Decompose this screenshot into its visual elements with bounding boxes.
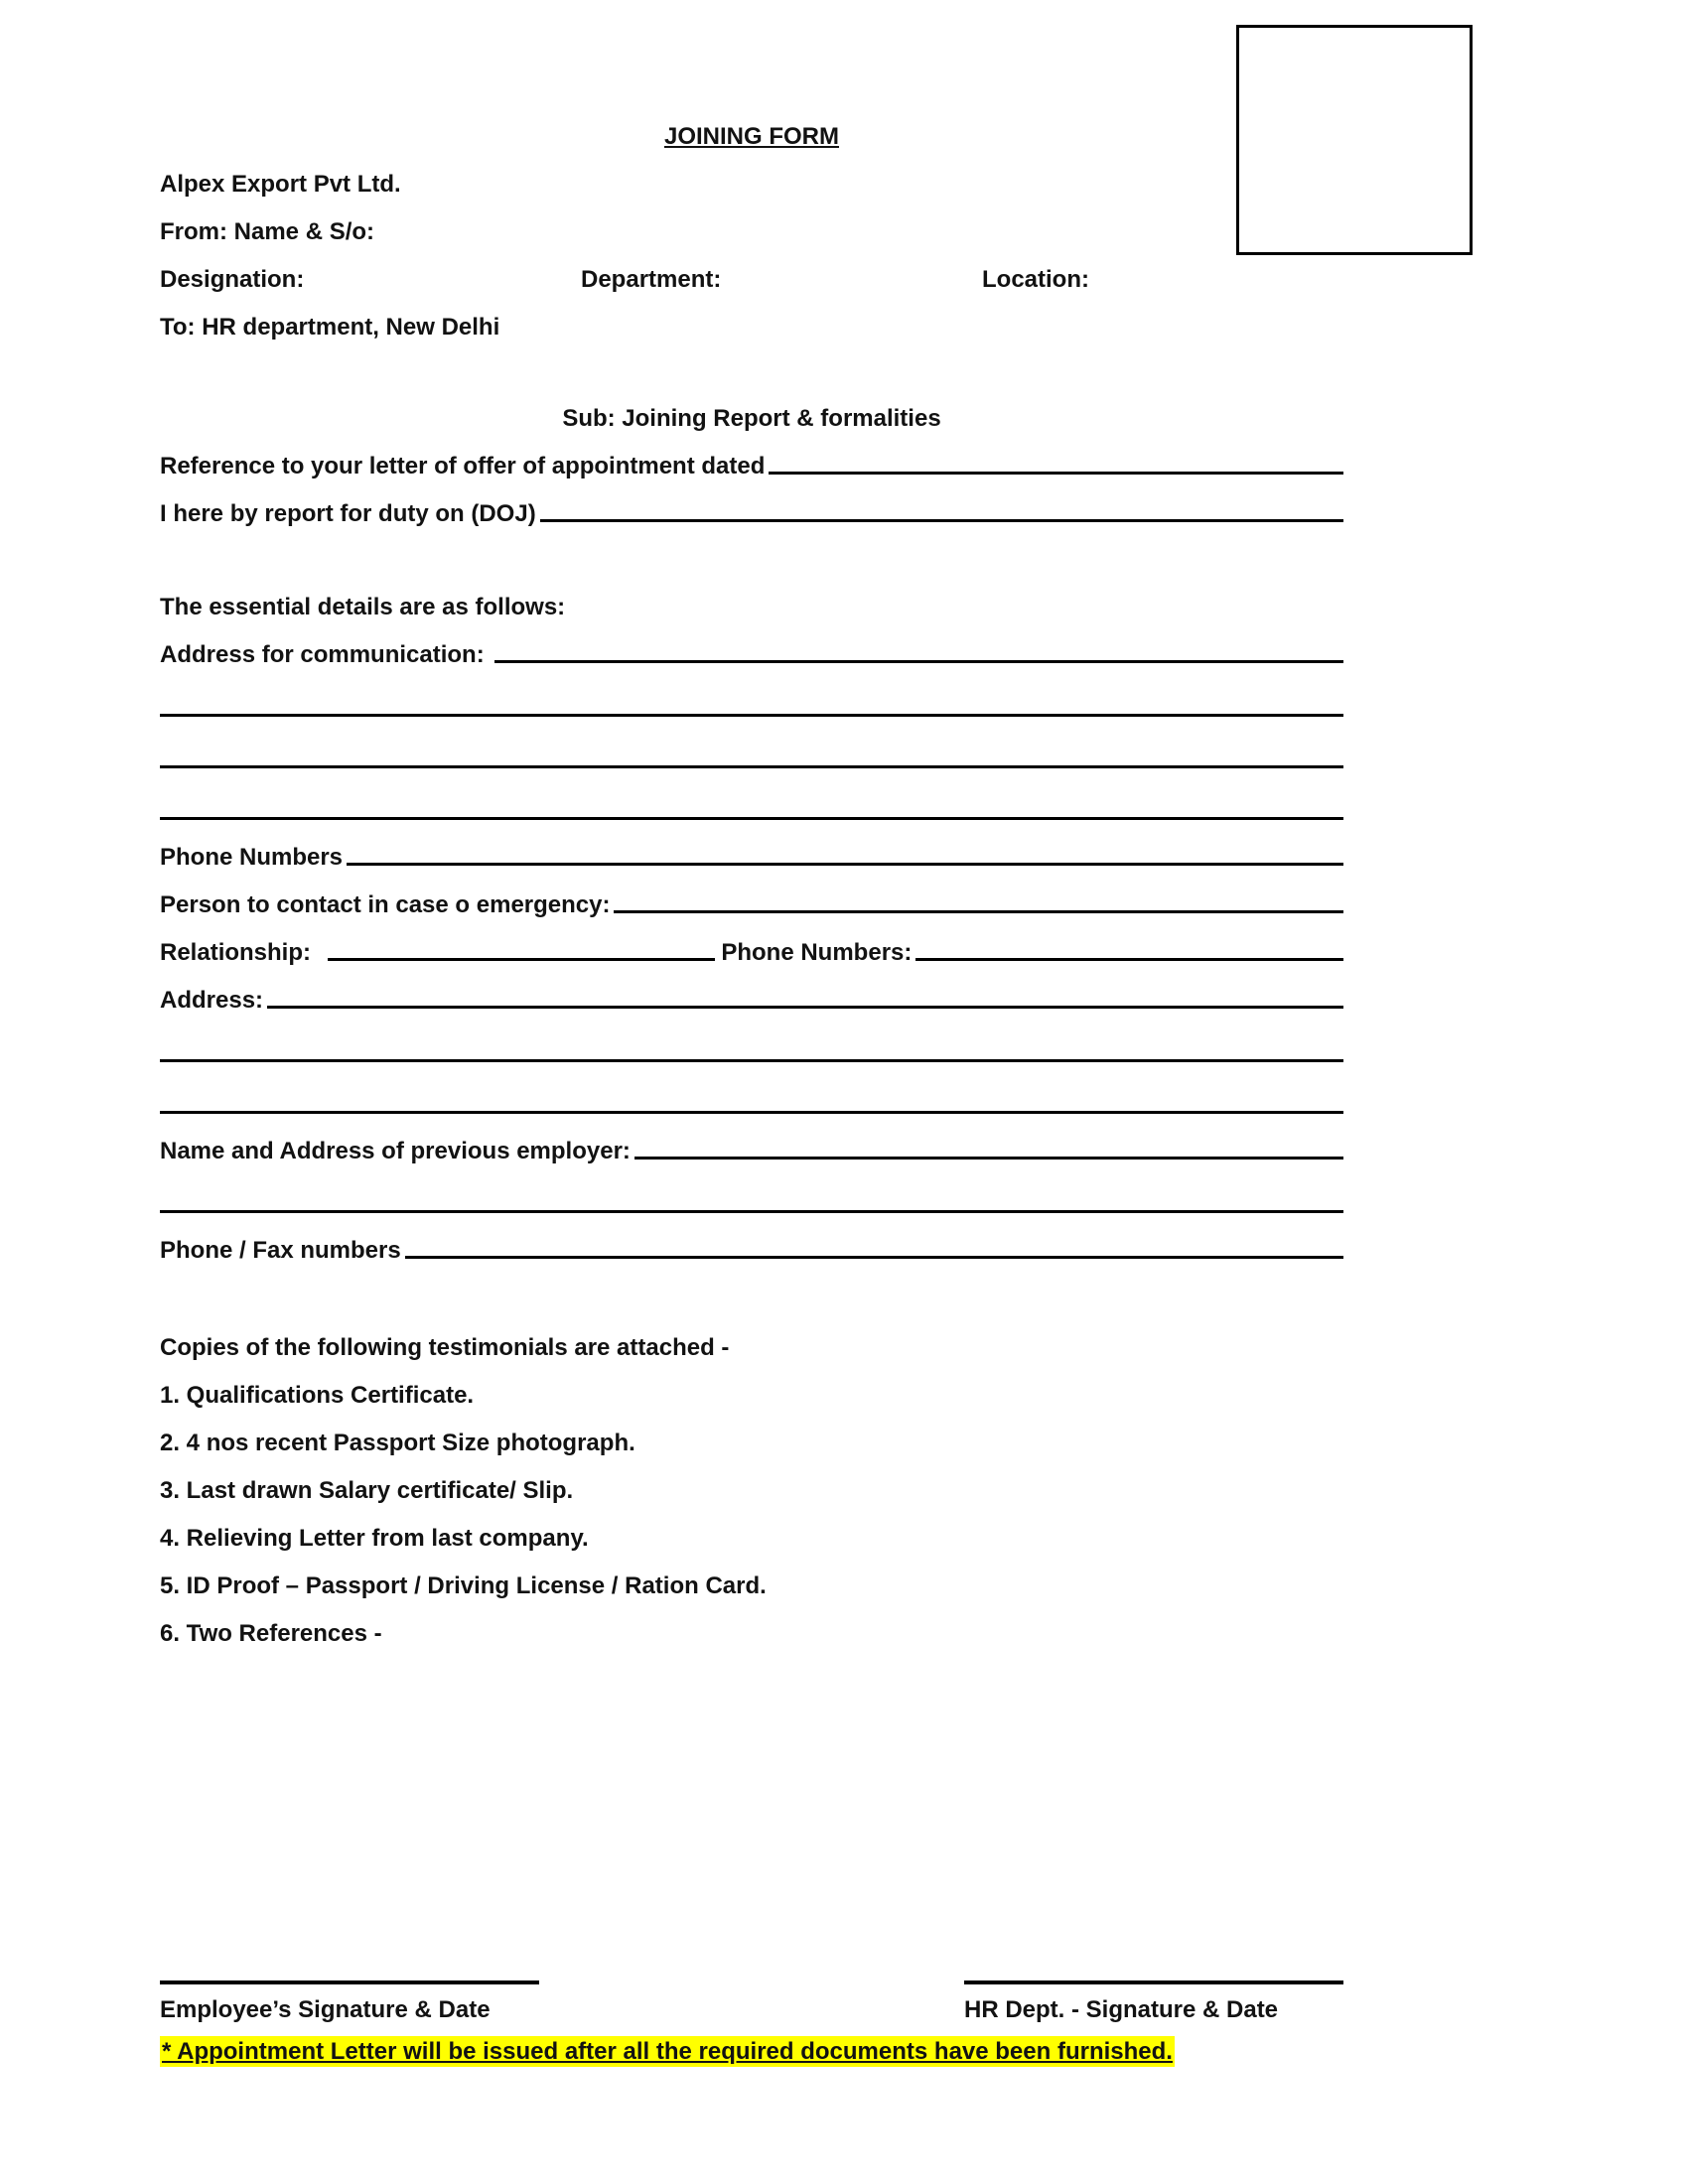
testimonial-item-text: 3. Last drawn Salary certificate/ Slip.: [160, 1477, 574, 1504]
designation-row: [160, 246, 1343, 294]
testimonial-item: [160, 1600, 1343, 1648]
testimonial-item-text: 2. 4 nos recent Passport Size photograph.: [160, 1430, 635, 1456]
hr-signature-line: [964, 1980, 1343, 1984]
hr-signature-block: [964, 1980, 1343, 2024]
to-label: To: HR department, New Delhi: [160, 314, 500, 341]
spacer: [160, 341, 1343, 385]
spacer: [160, 528, 1343, 574]
testimonial-item-text: 6. Two References -: [160, 1620, 382, 1647]
subject-line: [160, 385, 1343, 433]
doj-line: [160, 480, 1343, 528]
company-name: Alpex Export Pvt Ltd.: [160, 171, 401, 198]
reference-line: [160, 433, 1343, 480]
blank-line: [160, 772, 1343, 824]
testimonial-item-text: 5. ID Proof – Passport / Driving License / Ration Card.: [160, 1572, 767, 1599]
phone-numbers-label: Phone Numbers: [160, 844, 344, 871]
company-name-line: [160, 151, 1343, 199]
footer-note: * Appointment Letter will be issued after all the required documents have been furnished.: [162, 2038, 1173, 2065]
address-blank-field: [267, 1006, 1343, 1009]
emergency-contact-blank-field: [614, 910, 1343, 913]
essential-heading: The essential details are as follows:: [160, 594, 566, 620]
doj-blank-field: [540, 519, 1343, 522]
page-title-row: [160, 107, 1343, 151]
subject-text: Sub: Joining Report & formalities: [562, 405, 941, 432]
testimonials-heading-line: [160, 1314, 1343, 1362]
employee-signature-line: [160, 1980, 539, 1984]
blank-line: [160, 1066, 1343, 1118]
testimonial-item: [160, 1410, 1343, 1457]
testimonial-item: [160, 1553, 1343, 1600]
phone-fax-line: [160, 1217, 1343, 1265]
phone-fax-label: Phone / Fax numbers: [160, 1237, 401, 1264]
department-label: Department:: [581, 266, 722, 293]
designation-label: Designation:: [160, 266, 305, 293]
relationship-label: Relationship:: [160, 939, 325, 966]
relationship-blank-field: [328, 958, 715, 961]
address-label: Address:: [160, 987, 264, 1014]
hr-signature-label: HR Dept. - Signature & Date: [964, 1996, 1279, 2023]
doj-label: I here by report for duty on (DOJ): [160, 500, 536, 527]
relationship-phone-label: Phone Numbers:: [721, 939, 913, 966]
page-title: JOINING FORM: [663, 123, 839, 150]
blank-line: [160, 1165, 1343, 1217]
testimonial-item-text: 1. Qualifications Certificate.: [160, 1382, 475, 1409]
relationship-line: [160, 919, 1343, 967]
emergency-contact-label: Person to contact in case o emergency:: [160, 891, 611, 918]
phone-fax-blank-field: [405, 1256, 1343, 1259]
testimonial-item: [160, 1457, 1343, 1505]
reference-label: Reference to your letter of offer of appointment dated: [160, 453, 766, 479]
signature-section: [160, 1980, 1343, 2066]
testimonial-item: [160, 1505, 1343, 1553]
essential-heading-line: [160, 574, 1343, 621]
location-label: Location:: [982, 266, 1089, 293]
footer-note-row: [160, 2038, 1343, 2066]
prev-employer-label: Name and Address of previous employer:: [160, 1138, 631, 1164]
prev-employer-blank-field: [634, 1157, 1343, 1160]
address-comm-blank-field: [494, 660, 1343, 663]
employee-signature-block: [160, 1980, 539, 2024]
spacer: [160, 1265, 1343, 1314]
prev-employer-line: [160, 1118, 1343, 1165]
from-line: [160, 199, 1343, 246]
address-comm-label: Address for communication:: [160, 641, 492, 668]
form-body: [160, 107, 1343, 1648]
testimonials-heading: Copies of the following testimonials are attached -: [160, 1334, 730, 1361]
testimonial-item-text: 4. Relieving Letter from last company.: [160, 1525, 589, 1552]
from-label: From: Name & S/o:: [160, 218, 375, 245]
employee-signature-label: Employee’s Signature & Date: [160, 1996, 491, 2023]
relationship-phone-blank-field: [915, 958, 1343, 961]
reference-blank-field: [769, 472, 1343, 475]
address-line: [160, 967, 1343, 1015]
emergency-contact-line: [160, 872, 1343, 919]
signature-row: [160, 1980, 1343, 2024]
address-comm-line: [160, 621, 1343, 669]
phone-numbers-blank-field: [347, 863, 1343, 866]
testimonial-item: [160, 1362, 1343, 1410]
blank-line: [160, 1015, 1343, 1066]
blank-line: [160, 721, 1343, 772]
blank-line: [160, 669, 1343, 721]
phone-numbers-line: [160, 824, 1343, 872]
to-line: [160, 294, 1343, 341]
